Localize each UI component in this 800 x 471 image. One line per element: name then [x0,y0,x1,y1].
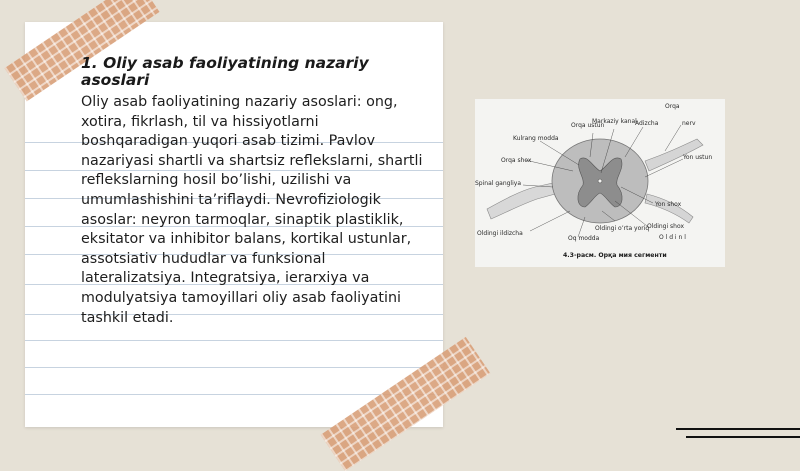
label-nerv: nerv [682,120,696,127]
label-adizcha: Adizcha [635,120,659,127]
label-orqa-shox: Orqa shox [501,157,532,164]
slide-body-text: Oliy asab faoliyatining nazariy asoslari: ong, xotira, fikrlash, til va hissiyotlarni boshqaradigan yuqori asab tizimi. Pavlov nazariyasi shartli va shartsiz reflekslarni, shartli reflekslarning hosil bo’lishi, uzilishi va umumlashishini ta’riflaydi. Nevrofiziologik asoslar: neyron tarmoqlar, sinaptik plastiklik, eksitator va inhibitor balans, kortikal ustunlar, assotsiativ hududlar va funksional lateralizatsiya. Integratsiya, ierarxiya va modulyatsiya tamoyillari oliy asab faoliyatini tashkil etadi. [81,94,423,326]
label-oldingi-ildizcha: Oldingi ildizcha [477,230,523,237]
label-spinal-gangliya: Spinal gangliya [475,180,521,187]
spinal-cord-figure [475,99,725,267]
label-oldinl: O l d i n l [659,234,686,241]
decorative-line [686,436,800,438]
label-yon-shox: Yon shox [655,201,682,208]
label-kulrang-modda: Kulrang modda [513,135,559,142]
label-orqa: Orqa [665,103,680,110]
figure-caption: 4.3-расм. Орқа мия сегменти [563,252,667,259]
spinal-cord-illustration [475,99,725,267]
label-oldingi-urta-yoriq: Oldingi o’rta yoriq [595,225,650,232]
label-oq-modda: Oq modda [568,235,600,242]
label-markaziy-kanal: Markaziy kanal [592,118,637,125]
paper-rule [25,340,443,341]
paper-rule [25,367,443,368]
decorative-line [676,428,800,430]
label-oldingi-shox: Oldingi shox [647,223,685,230]
label-orqa-ustun: Orqa ustun [571,122,605,129]
slide-title: 1. Oliy asab faoliyatining nazariy asoslari [81,54,369,89]
label-yon-ustun: Yon ustun [683,154,713,161]
